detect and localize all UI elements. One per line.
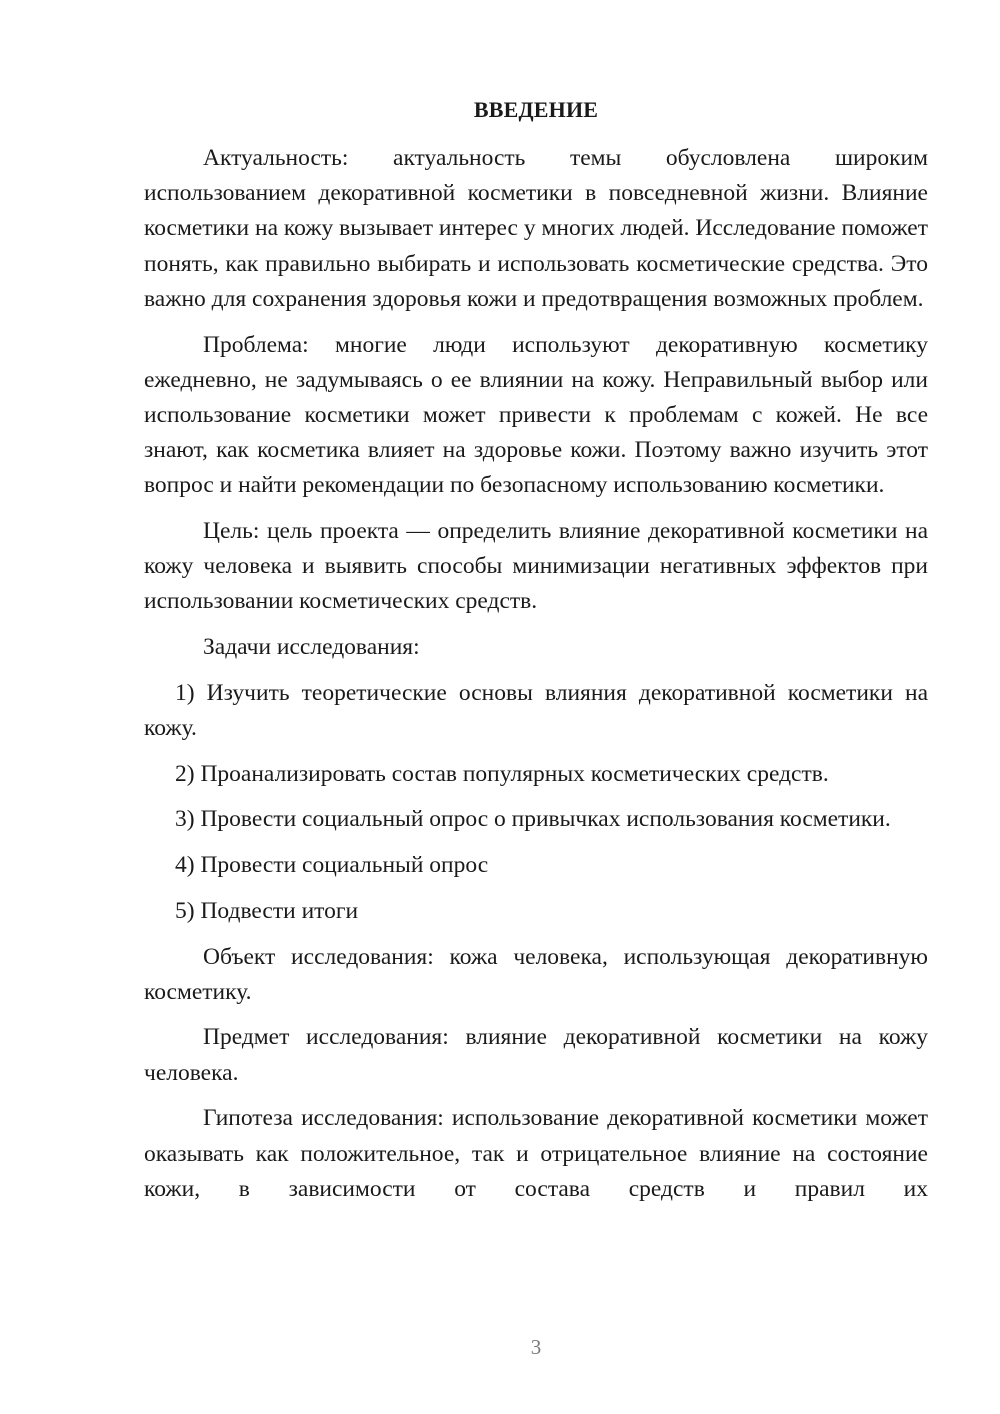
paragraph-object: Объект исследования: кожа человека, использующая декоративную косметику. — [144, 943, 928, 1005]
paragraph-subject: Предмет исследования: влияние декоративной косметики на кожу человека. — [144, 1024, 928, 1086]
paragraph-tasks-heading: Задачи исследования: — [203, 634, 420, 661]
page-number: 3 — [530, 1335, 542, 1359]
list-item-task-2: 2) Проанализировать состав популярных косметических средств. — [175, 760, 829, 787]
list-item-task-4: 4) Провести социальный опрос — [175, 852, 489, 879]
body-text — [144, 141, 928, 1217]
list-item-task-1: 1) Изучить теоретические основы влияния декоративной косметики на кожу. — [144, 679, 928, 742]
paragraph-goal: Цель: цель проекта — определить влияние декоративной косметики на кожу человека и выявить способы минимизации негативных эффектов при использовании косметических средств. — [144, 518, 928, 615]
paragraph-relevance: Актуальность: актуальность темы обусловлена широким использованием декоративной косметики в повседневной жизни. Влияние косметики на кожу вызывает интерес у многих людей. Исследование поможет понять, как правильно выбирать и использовать косметические средства. Это важно для сохранения здоровья кожи и предотвращения возможных проблем. — [144, 145, 928, 312]
section-heading: ВВЕДЕНИЕ — [473, 97, 599, 122]
list-item-task-5: 5) Подвести итоги — [175, 897, 359, 924]
paragraph-problem: Проблема: многие люди используют декоративную косметику ежедневно, не задумываясь о ее влиянии на кожу. Неправильный выбор или использование косметики может привести к проблемам с кожей. Не все знают, как косметика влияет на здоровье кожи. Поэтому важно изучить этот вопрос и найти рекомендации по безопасному использованию косметики. — [144, 331, 928, 499]
list-item-task-3: 3) Провести социальный опрос о привычках использования косметики. — [175, 806, 891, 833]
paragraph-hypothesis: Гипотеза исследования: использование декоративной косметики может оказывать как положительное, так и отрицательное влияние на состояние кожи, в зависимости от состава средств и правил их — [144, 1105, 928, 1202]
